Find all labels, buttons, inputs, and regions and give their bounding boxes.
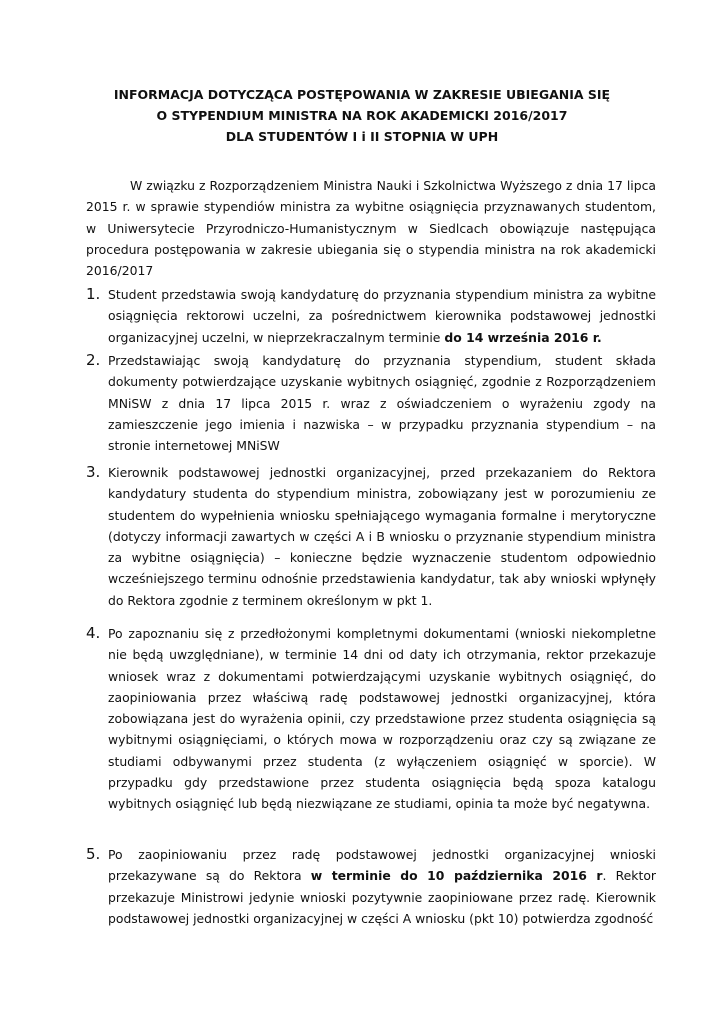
list-item-text: Po zaopiniowaniu przez radę podstawowej jednostki organizacyjnej wnioski przekazywane są do Rektora w terminie do 10 października 2016 r. Rektor przekazuje Ministrowi jedynie wnioski pozytywnie zaopiniowane przez radę. Kierownik podstawowej jednostki organizacyjnej w części A wniosku (pkt 10) potwierdza zgodność xyxy=(108,847,657,926)
deadline-bold: w terminie do 10 października 2016 r xyxy=(310,868,603,884)
list-item-text: Po zapoznaniu się z przedłożonymi kompletnymi dokumentami (wnioski niekompletne nie będą uwzględniane), w terminie 14 dni od daty ich otrzymania, rektor przekazuje wniosek wraz z dokumentami potwierdzającymi uzyskanie wybitnych osiągnięć, do zaopiniowania przez właściwą radę podstawowej jednostki organizacyjnej, która zobowiązana jest do wyrażenia opinii, czy przedstawione przez studenta osiągnięcia są wybitnymi osiągnięciami, o których mowa w rozporządzeniu oraz czy są związane ze studiami odbywanymi przez studenta (z wyłączeniem osiągnięć w sporcie). W przypadku gdy przedstawione przez studenta osiągnięcia będą spoza katalogu wybitnych osiągnięć lub będą niezwiązane ze studiami, opinia ta może być negatywna. xyxy=(108,626,656,812)
intro-paragraph: W związku z Rozporządzeniem Ministra Nauki i Szkolnictwa Wyższego z dnia 17 lipca 2015 r. w sprawie stypendiów ministra za wybitne osiągnięcia przyznawanych studentom, w Uniwersytecie Przyrodniczo-Humanistycznym w Siedlcach obowiązuje następująca procedura postępowania w zakresie ubiegania się o stypendia ministra na rok akademicki 2016/2017 xyxy=(86,178,656,279)
title-line-3: DLA STUDENTÓW I i II STOPNIA W UPH xyxy=(225,129,499,144)
list-item-3 xyxy=(86,462,656,611)
list-item-text: Student przedstawia swoją kandydaturę do przyznania stypendium ministra za wybitne osiągnięcia rektorowi uczelni, za pośrednictwem kierownika podstawowej jednostki organizacyjnej uczelni, w nieprzekraczalnym terminie do 14 września 2016 r. xyxy=(108,287,656,345)
list-item-2 xyxy=(86,350,656,456)
list-item-number: 5. xyxy=(86,845,101,863)
title-line-2: O STYPENDIUM MINISTRA NA ROK AKADEMICKI 2016/2017 xyxy=(156,108,568,123)
list-item-4 xyxy=(86,623,656,815)
list-item-5 xyxy=(86,844,656,929)
list-item-number: 4. xyxy=(86,624,101,642)
list-item-1 xyxy=(86,284,656,348)
list-item-text: Przedstawiając swoją kandydaturę do przyznania stypendium, student składa dokumenty potwierdzające uzyskanie wybitnych osiągnięć, zgodnie z Rozporządzeniem MNiSW z dnia 17 lipca 2015 r. wraz z oświadczeniem o wyrażeniu zgody na zamieszczenie jego imienia i nazwiska – w przypadku przyznania stypendium – na stronie internetowej MNiSW xyxy=(108,353,656,454)
list-item-number: 2. xyxy=(86,351,101,369)
list-item-number: 3. xyxy=(86,463,101,481)
deadline-bold: do 14 września 2016 r. xyxy=(444,329,602,345)
list-item-text: Kierownik podstawowej jednostki organizacyjnej, przed przekazaniem do Rektora kandydatury studenta do stypendium ministra, zobowiązany jest w porozumieniu ze studentem do wypełnienia wniosku spełniającego wymagania formalne i merytoryczne (dotyczy informacji zawartych w części A i B wniosku o przyznanie stypendium ministra za wybitne osiągnięcia) – konieczne będzie wyznaczenie studentom odpowiednio wcześniejszego terminu odnośnie przedstawienia kandydatur, tak aby wnioski wpłynęły do Rektora zgodnie z terminem określonym w pkt 1. xyxy=(108,465,656,608)
title-line-1: INFORMACJA DOTYCZĄCA POSTĘPOWANIA W ZAKRESIE UBIEGANIA SIĘ xyxy=(113,87,611,102)
list-item-number: 1. xyxy=(86,285,101,303)
document-title xyxy=(60,84,664,147)
